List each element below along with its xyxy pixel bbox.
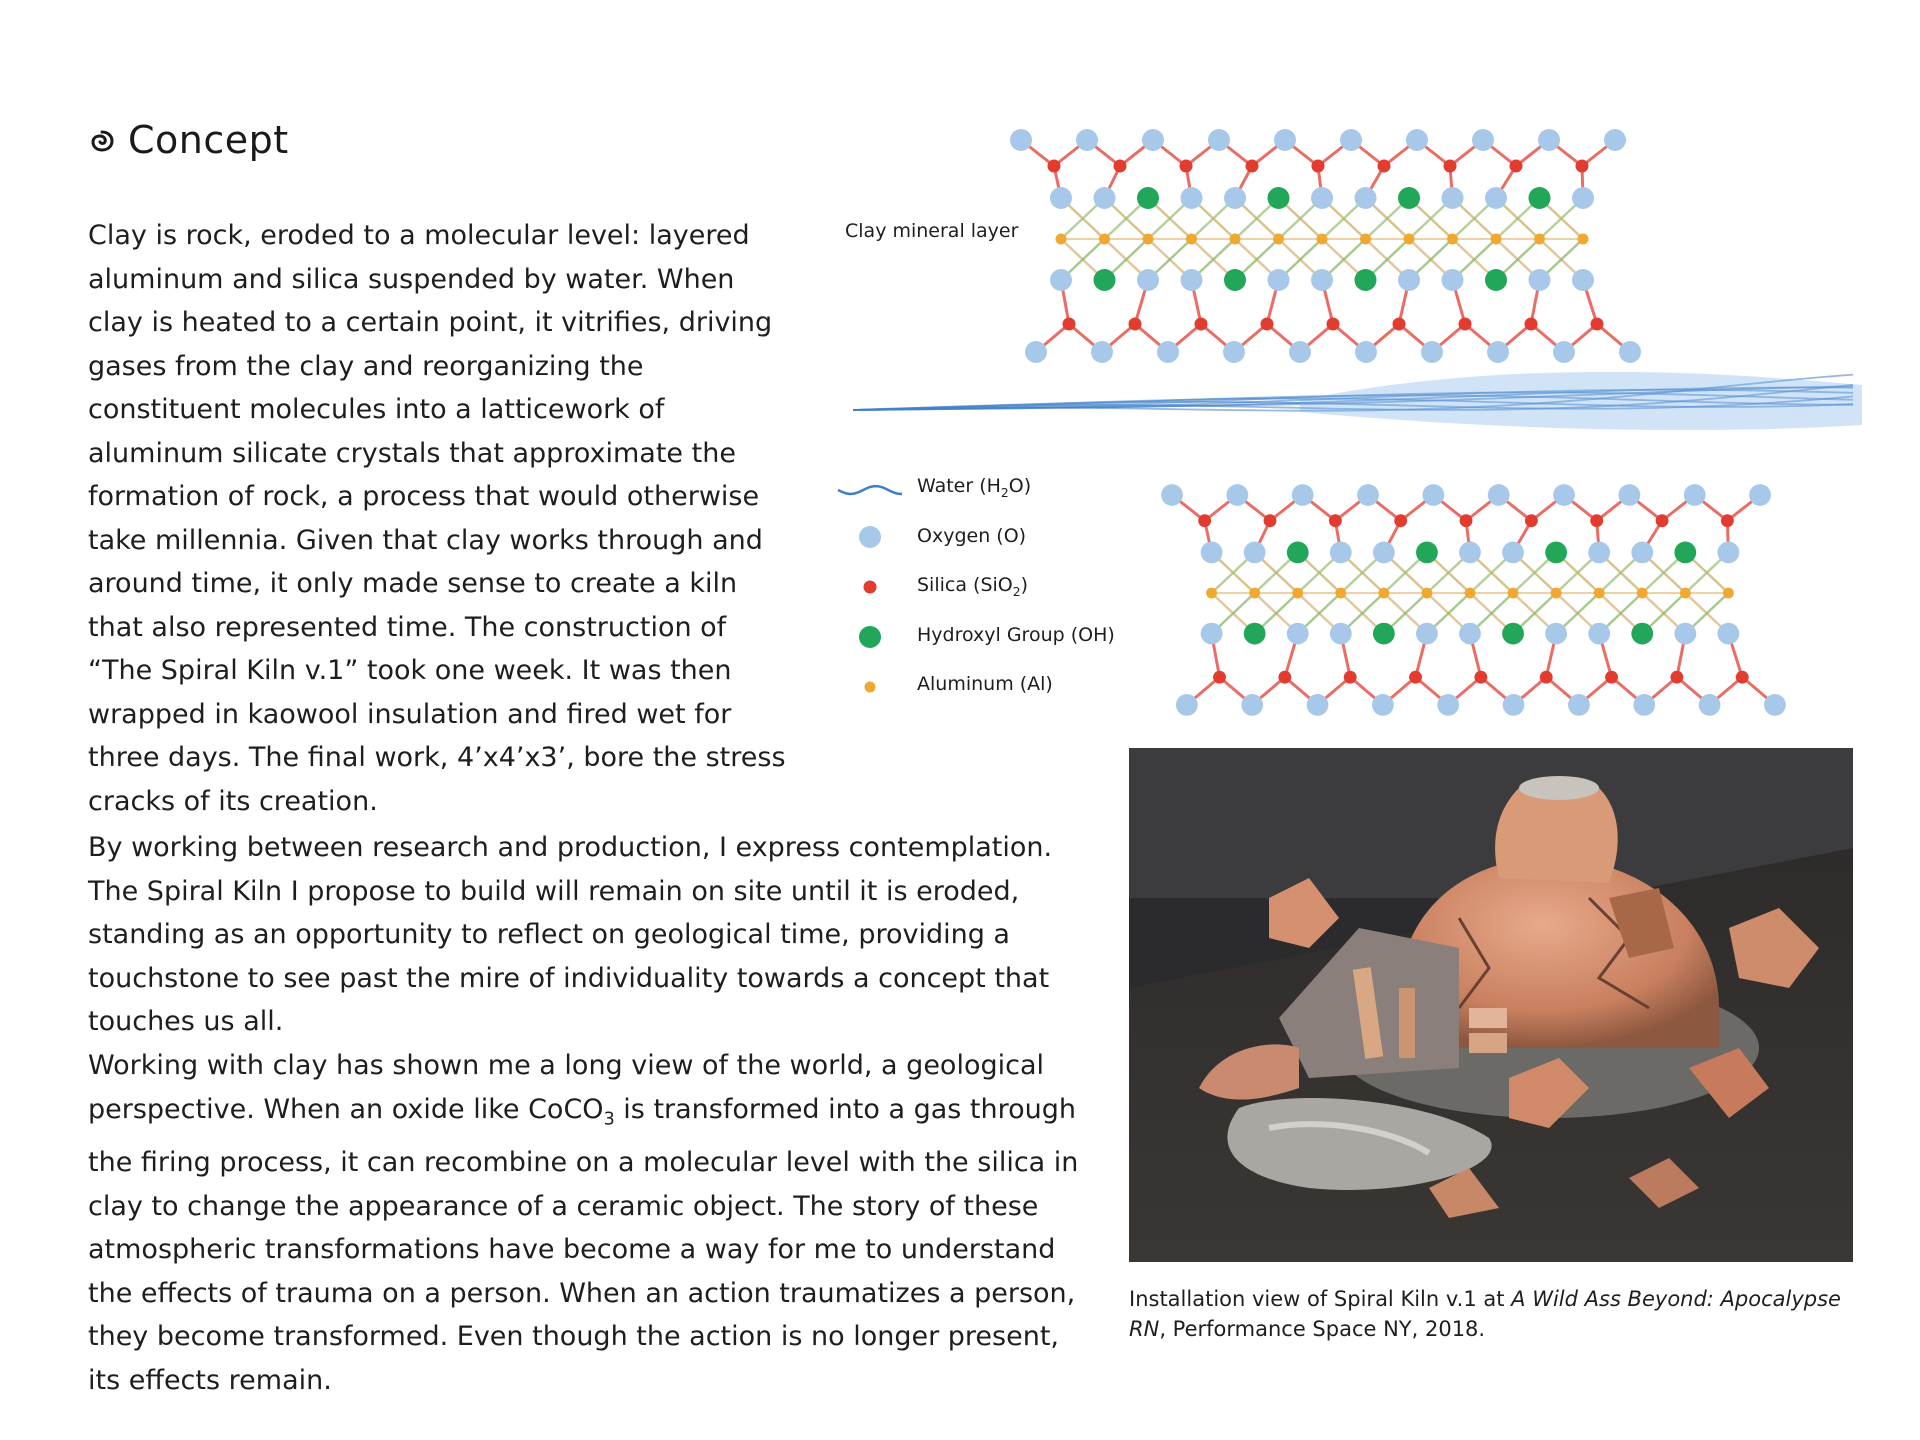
oxygen-atom	[1437, 694, 1459, 716]
oxygen-atom	[1503, 694, 1525, 716]
silica-atom	[1393, 318, 1406, 331]
silica-atom	[1063, 318, 1076, 331]
oxygen-atom	[1472, 129, 1494, 151]
oxygen-atom	[1538, 129, 1560, 151]
hydroxyl-atom	[1502, 623, 1524, 645]
oxygen-atom	[1287, 623, 1309, 645]
oxygen-atom	[1674, 623, 1696, 645]
hydroxyl-atom	[1398, 187, 1420, 209]
silica-atom	[1312, 160, 1325, 173]
oxygen-atom	[1357, 484, 1379, 506]
oxygen-atom	[1618, 484, 1640, 506]
oxygen-atom	[1619, 341, 1641, 363]
legend-oxygen-label: Oxygen (O)	[917, 525, 1027, 547]
oxygen-atom	[1311, 187, 1333, 209]
oxygen-atom	[1631, 542, 1653, 564]
silica-atom	[1278, 671, 1291, 684]
aluminum-atom	[1421, 588, 1432, 599]
oxygen-atom	[1764, 694, 1786, 716]
water-wave-icon	[838, 486, 902, 494]
silica-atom	[1721, 514, 1734, 527]
water-fill	[1300, 372, 1862, 430]
oxygen-atom	[1588, 623, 1610, 645]
oxygen-atom	[1311, 269, 1333, 291]
oxygen-atom	[1076, 129, 1098, 151]
paragraph-oxide: Working with clay has shown me a long view of the world, a geological perspective. When an oxide like CoCO$_3$ is transformed into a gas through the firing process, it can recombine on a molecular level with the silica in clay to change the appearance of a ceramic object. The story of these atmospheric transformations have become a way for me to understand the effects of trauma on a person. When an action traumatizes a person, they become transformed. Even though the action is no longer present, its effects remain.	[88, 1050, 1079, 1396]
oxygen-atom	[1244, 542, 1266, 564]
oxygen-atom	[1459, 623, 1481, 645]
photo-caption: Installation view of Spiral Kiln v.1 at A Wild Ass Beyond: Apocalypse RN, Performance Space NY, 2018.	[1129, 1287, 1841, 1341]
oxygen-atom	[1268, 269, 1290, 291]
silica-atom	[1378, 160, 1391, 173]
hydroxyl-atom	[1244, 623, 1266, 645]
silica-atom	[1180, 160, 1193, 173]
oxygen-atom	[1091, 341, 1113, 363]
oxygen-atom	[1485, 187, 1507, 209]
aluminum-atom	[1249, 588, 1260, 599]
aluminum-atom	[1465, 588, 1476, 599]
aluminum-atom	[1335, 588, 1346, 599]
silica-atom	[1394, 514, 1407, 527]
silica-atom	[1590, 514, 1603, 527]
hydroxyl-dot-icon	[859, 626, 881, 648]
oxygen-atom	[1717, 623, 1739, 645]
silica-atom	[1198, 514, 1211, 527]
oxygen-atom	[1330, 623, 1352, 645]
silica-atom	[1409, 671, 1422, 684]
oxygen-atom	[1094, 187, 1116, 209]
oxygen-atom	[1208, 129, 1230, 151]
legend-aluminum-label: Aluminum (Al)	[917, 673, 1053, 695]
hydroxyl-atom	[1631, 623, 1653, 645]
hydroxyl-atom	[1287, 542, 1309, 564]
silica-atom	[1525, 514, 1538, 527]
oxygen-atom	[1137, 269, 1159, 291]
silica-atom	[1474, 671, 1487, 684]
hydroxyl-atom	[1137, 187, 1159, 209]
aluminum-atom	[1143, 234, 1154, 245]
kiln-photo	[1129, 748, 1853, 1262]
aluminum-atom	[1491, 234, 1502, 245]
silica-atom	[1129, 318, 1142, 331]
silica-atom	[1525, 318, 1538, 331]
hydroxyl-atom	[1094, 269, 1116, 291]
clay-layer-label: Clay mineral layer	[845, 220, 1019, 242]
aluminum-atom	[1551, 588, 1562, 599]
oxygen-atom	[1181, 269, 1203, 291]
silica-atom	[1605, 671, 1618, 684]
paragraph-clay: Clay is rock, eroded to a molecular level: layered aluminum and silica suspended by water. When clay is heated to a certain point, it vitrifies, driving gases from the clay and reorganizing the constituent molecules into a latticework of aluminum silicate crystals that approximate the formation of rock, a process that would otherwise take millennia. Given that clay works through and around time, it only made sense to create a kiln that also represented time. The construction of “The Spiral Kiln v.1” took one week. It was then wrapped in kaowool insulation and fired wet for three days. The final work, 4’x4’x3’, bore the stress cracks of its creation.	[88, 220, 786, 817]
aluminum-atom	[1292, 588, 1303, 599]
oxygen-atom	[1340, 129, 1362, 151]
oxygen-atom	[1330, 542, 1352, 564]
oxygen-atom	[1529, 269, 1551, 291]
oxygen-atom	[1487, 341, 1509, 363]
oxygen-atom	[1553, 484, 1575, 506]
silica-atom	[1670, 671, 1683, 684]
clay-lattice-top	[1010, 129, 1641, 363]
silica-atom	[1344, 671, 1357, 684]
aluminum-atom	[1680, 588, 1691, 599]
oxygen-atom	[1372, 694, 1394, 716]
silica-atom	[1591, 318, 1604, 331]
aluminum-atom	[1447, 234, 1458, 245]
aluminum-atom	[1378, 588, 1389, 599]
oxygen-atom	[1142, 129, 1164, 151]
aluminum-atom	[1404, 234, 1415, 245]
aluminum-atom	[1508, 588, 1519, 599]
oxygen-atom	[1226, 484, 1248, 506]
hydroxyl-atom	[1355, 269, 1377, 291]
aluminum-atom	[1099, 234, 1110, 245]
aluminum-atom	[1594, 588, 1605, 599]
oxygen-atom	[1050, 269, 1072, 291]
aluminum-dot-icon	[865, 682, 876, 693]
aluminum-atom	[1317, 234, 1328, 245]
oxygen-atom	[1553, 341, 1575, 363]
oxygen-atom	[1568, 694, 1590, 716]
aluminum-atom	[1360, 234, 1371, 245]
oxygen-atom	[1201, 623, 1223, 645]
hydroxyl-atom	[1674, 542, 1696, 564]
oxygen-atom	[1355, 341, 1377, 363]
hydroxyl-atom	[1416, 542, 1438, 564]
oxygen-atom	[1442, 269, 1464, 291]
oxygen-atom	[1416, 623, 1438, 645]
oxygen-atom	[1176, 694, 1198, 716]
aluminum-atom	[1723, 588, 1734, 599]
oxygen-atom	[1010, 129, 1032, 151]
silica-atom	[1213, 671, 1226, 684]
hydroxyl-atom	[1224, 269, 1246, 291]
oxygen-atom	[1307, 694, 1329, 716]
oxygen-atom	[1572, 269, 1594, 291]
silica-atom	[1048, 160, 1061, 173]
oxygen-atom	[1050, 187, 1072, 209]
oxygen-atom	[1633, 694, 1655, 716]
legend-hydroxyl-label: Hydroxyl Group (OH)	[917, 624, 1115, 646]
oxygen-atom	[1161, 484, 1183, 506]
oxygen-atom	[1025, 341, 1047, 363]
oxygen-atom	[1604, 129, 1626, 151]
oxygen-atom	[1545, 623, 1567, 645]
oxygen-atom	[1588, 542, 1610, 564]
aluminum-atom	[1056, 234, 1067, 245]
silica-atom	[1736, 671, 1749, 684]
oxygen-atom	[1289, 341, 1311, 363]
legend-water-label: Water $(H_2O)$	[917, 475, 1032, 500]
silica-atom	[1459, 318, 1472, 331]
aluminum-atom	[1273, 234, 1284, 245]
hydroxyl-atom	[1485, 269, 1507, 291]
hydroxyl-atom	[1545, 542, 1567, 564]
oxygen-atom	[1422, 484, 1444, 506]
oxygen-atom	[1406, 129, 1428, 151]
clay-lattice-bottom	[1161, 484, 1786, 716]
silica-atom	[1327, 318, 1340, 331]
oxygen-atom	[1157, 341, 1179, 363]
hydroxyl-atom	[1529, 187, 1551, 209]
oxygen-atom	[1684, 484, 1706, 506]
oxygen-atom	[1572, 187, 1594, 209]
paragraph-research: By working between research and production, I express contemplation. The Spiral Kiln I propose to build will remain on site until it is eroded, standing as an opportunity to reflect on geological time, providing a touchstone to see past the mire of individuality towards a concept that touches us all.	[88, 832, 1053, 1037]
oxygen-atom	[1717, 542, 1739, 564]
silica-atom	[1540, 671, 1553, 684]
oxygen-atom	[1502, 542, 1524, 564]
oxygen-atom	[1373, 542, 1395, 564]
hydroxyl-atom	[1268, 187, 1290, 209]
aluminum-atom	[1534, 234, 1545, 245]
aluminum-atom	[1637, 588, 1648, 599]
legend-silica-label: Silica (SiO$_2$)	[917, 574, 1029, 599]
silica-atom	[1460, 514, 1473, 527]
aluminum-atom	[1186, 234, 1197, 245]
silica-atom	[1510, 160, 1523, 173]
legend-icons	[838, 486, 902, 692]
oxygen-atom	[1201, 542, 1223, 564]
silica-atom	[1656, 514, 1669, 527]
oxygen-atom	[1488, 484, 1510, 506]
oxygen-dot-icon	[859, 526, 881, 548]
silica-atom	[1329, 514, 1342, 527]
aluminum-atom	[1206, 588, 1217, 599]
oxygen-atom	[1223, 341, 1245, 363]
aluminum-atom	[1578, 234, 1589, 245]
silica-atom	[1114, 160, 1127, 173]
oxygen-atom	[1292, 484, 1314, 506]
silica-dot-icon	[864, 581, 877, 594]
silica-atom	[1261, 318, 1274, 331]
oxygen-atom	[1355, 187, 1377, 209]
silica-atom	[1195, 318, 1208, 331]
oxygen-atom	[1181, 187, 1203, 209]
page-title: Concept	[128, 118, 289, 162]
silica-atom	[1246, 160, 1259, 173]
oxygen-atom	[1398, 269, 1420, 291]
oxygen-atom	[1459, 542, 1481, 564]
oxygen-atom	[1699, 694, 1721, 716]
oxygen-atom	[1224, 187, 1246, 209]
silica-atom	[1444, 160, 1457, 173]
aluminum-atom	[1230, 234, 1241, 245]
silica-atom	[1576, 160, 1589, 173]
oxygen-atom	[1421, 341, 1443, 363]
water-band	[853, 372, 1862, 430]
oxygen-atom	[1749, 484, 1771, 506]
hydroxyl-atom	[1373, 623, 1395, 645]
oxygen-atom	[1442, 187, 1464, 209]
oxygen-atom	[1241, 694, 1263, 716]
oxygen-atom	[1274, 129, 1296, 151]
silica-atom	[1264, 514, 1277, 527]
